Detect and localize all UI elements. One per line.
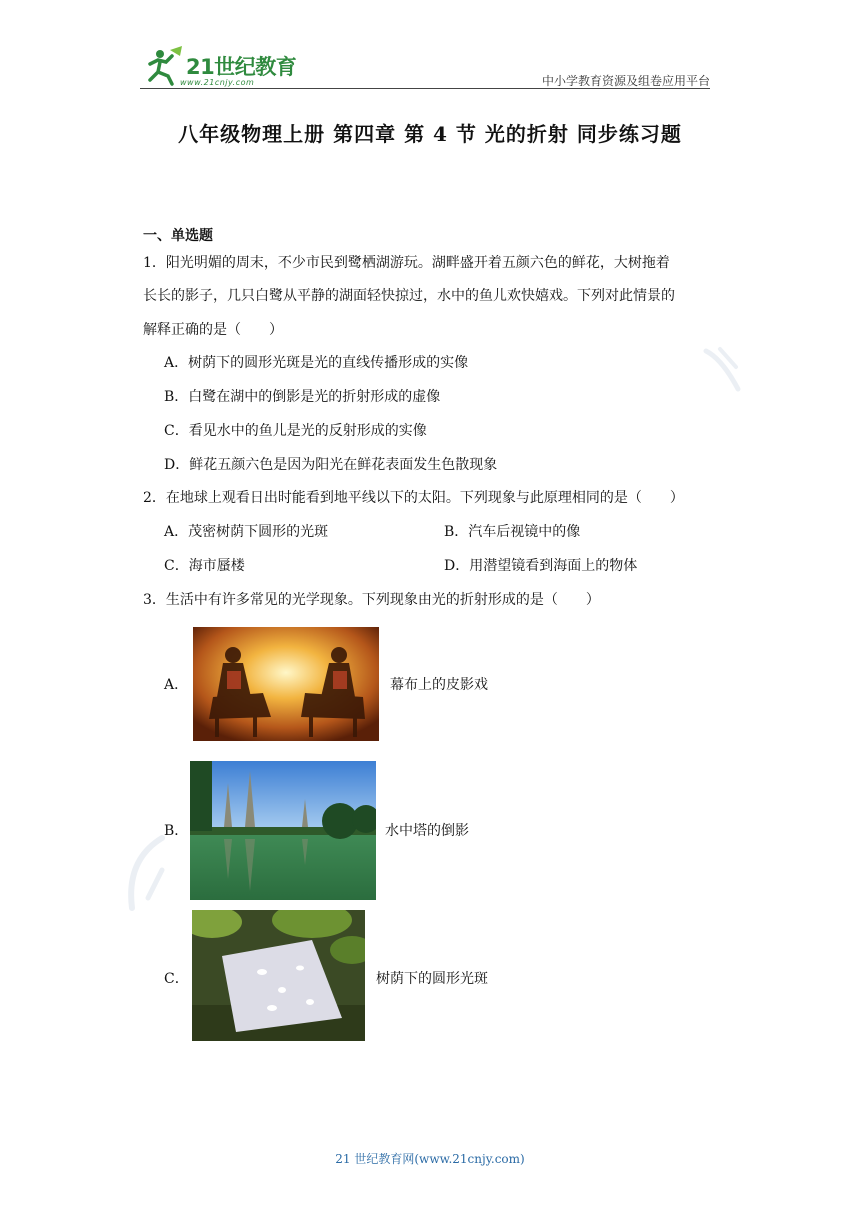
q2-option-a[interactable]: A．茂密树荫下圆形的光斑 (164, 524, 329, 540)
page-title: 八年级物理上册 第四章 第 4 节 光的折射 同步练习题 (178, 122, 682, 146)
header-divider (140, 88, 710, 89)
q1-option-c[interactable]: C．看见水中的鱼儿是光的反射形成的实像 (164, 423, 427, 439)
q3-option-b-caption: 水中塔的倒影 (385, 823, 469, 839)
q2-option-b[interactable]: B．汽车后视镜中的像 (444, 524, 581, 540)
watermark-stroke-right (700, 345, 744, 395)
tree-shade-light-spots-image (192, 910, 365, 1041)
footer-link[interactable]: 21 世纪教育网(www.21cnjy.com) (335, 1152, 525, 1166)
q3-option-a-caption: 幕布上的皮影戏 (390, 677, 488, 693)
q3-stem: 3．生活中有许多常见的光学现象。下列现象由光的折射形成的是（ ） (143, 592, 600, 608)
section-heading: 一、单选题 (143, 228, 213, 244)
platform-tagline: 中小学教育资源及组卷应用平台 (541, 74, 710, 88)
pagoda-reflection-image (190, 761, 376, 900)
q1-stem-line-1: 1．阳光明媚的周末，不少市民到鹭栖湖游玩。湖畔盛开着五颜六色的鲜花，大树拖着 (143, 255, 670, 271)
q1-option-d[interactable]: D．鲜花五颜六色是因为阳光在鲜花表面发生色散现象 (164, 457, 498, 473)
logo-text: 21世纪教育 (186, 55, 297, 79)
q3-option-b-letter[interactable]: B． (164, 823, 189, 839)
q1-stem-line-2: 长长的影子，几只白鹭从平静的湖面轻快掠过，水中的鱼儿欢快嬉戏。下列对此情景的 (143, 288, 675, 304)
q2-stem: 2．在地球上观看日出时能看到地平线以下的太阳。下列现象与此原理相同的是（ ） (143, 490, 684, 506)
shadow-puppet-image (193, 627, 379, 741)
q3-option-a-letter[interactable]: A． (164, 677, 189, 693)
q1-option-b[interactable]: B．白鹭在湖中的倒影是光的折射形成的虚像 (164, 389, 441, 405)
q2-option-c[interactable]: C．海市蜃楼 (164, 558, 245, 574)
watermark-stroke-left (118, 830, 174, 916)
q3-option-c-caption: 树荫下的圆形光斑 (376, 971, 488, 987)
q1-stem-line-3: 解释正确的是（ ） (143, 322, 283, 338)
q3-option-c-letter[interactable]: C． (164, 971, 189, 987)
q2-option-d[interactable]: D．用潜望镜看到海面上的物体 (444, 558, 638, 574)
logo-url: www.21cnjy.com (180, 78, 255, 87)
q1-option-a[interactable]: A．树荫下的圆形光斑是光的直线传播形成的实像 (164, 355, 469, 371)
